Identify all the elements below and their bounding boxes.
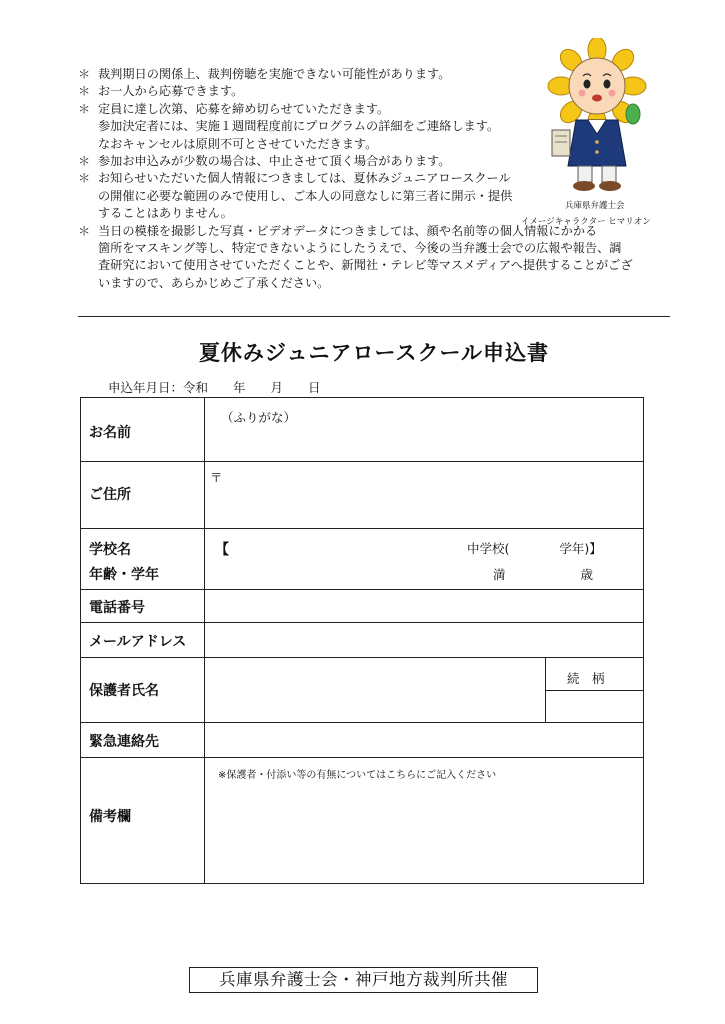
sunflower-mascot-image [538,38,656,198]
remarks-label: 備考欄 [89,809,131,825]
school-age-field[interactable] [205,529,643,589]
relation-label: 続 柄 [567,671,605,686]
remarks-field[interactable] [205,758,643,883]
note-5: ＊ お知らせいただいた個人情報につきましては、夏休みジュニアロースクール [78,171,511,186]
postal-mark: 〒 [210,470,223,485]
guardian-field[interactable] [205,658,545,722]
note-6-line-3: 査研究において使用させていただくことや、新聞社・テレビ等マスメディアへ提供することがござ [98,258,633,273]
school-grade-value: 中学校( 学年)】 [467,541,602,556]
age-value: 満 歳 [493,567,594,582]
mascot-org-caption: 兵庫県弁護士会 [565,201,625,211]
section-divider [78,316,670,317]
name-field[interactable] [205,398,643,461]
note-3-line-2: 参加決定者には、実施１週間程度前にプログラムの詳細をご連絡します。 [98,119,500,134]
form-title: 夏休みジュニアロースクール申込書 [198,341,550,365]
note-6-line-2: 箇所をマスキング等し、特定できないようにしたうえで、今後の当弁護士会での広報や報告、調 [98,241,622,256]
name-label: お名前 [89,425,131,441]
note-5-line-2: の開催に必要な範囲のみで使用し、ご本人の同意なしに第三者に開示・提供 [98,188,513,203]
mascot-character-caption: イメージキャラクター ヒマリオン [521,217,651,227]
school-bracket-open: 【 [215,542,229,558]
guardian-label: 保護者氏名 [89,683,159,699]
furigana-label: （ふりがな） [221,410,297,425]
application-date-line: 申込年月日：令和 年 月 日 [108,380,321,395]
phone-field[interactable] [205,590,643,622]
emergency-contact-label: 緊急連絡先 [89,734,159,750]
note-1: ＊ 裁判期日の関係上、裁判傍聴を実施できない可能性があります。 [78,67,451,81]
remarks-note: ※保護者・付添い等の有無についてはこちらにご記入ください [218,770,497,781]
application-form [80,397,644,884]
email-field[interactable] [205,623,643,657]
note-6: ＊ 当日の模様を撮影した写真・ビデオデータにつきましては、顔や名前等の個人情報にかかる [78,223,598,238]
note-3-line-3: なおキャンセルは原則不可とさせていただきます。 [98,136,378,151]
phone-label: 電話番号 [89,600,145,616]
note-6-line-4: いますので、あらかじめご了承ください。 [98,275,330,290]
emergency-contact-field[interactable] [205,723,643,757]
relation-field[interactable] [546,691,643,722]
address-field[interactable] [205,462,643,528]
school-label: 学校名 [89,542,131,558]
footer-organizers: 兵庫県弁護士会・神戸地方裁判所共催 [189,967,538,993]
note-5-line-3: することはありません。 [98,206,233,221]
email-label: メールアドレス [89,634,187,650]
note-4: ＊ 参加お申込みが少数の場合は、中止させて頂く場合があります。 [78,154,451,169]
note-2: ＊ お一人から応募できます。 [78,84,244,99]
age-grade-label: 年齢・学年 [89,567,159,583]
address-label: ご住所 [89,487,131,503]
note-3: ＊ 定員に達し次第、応募を締め切らせていただきます。 [78,101,390,116]
